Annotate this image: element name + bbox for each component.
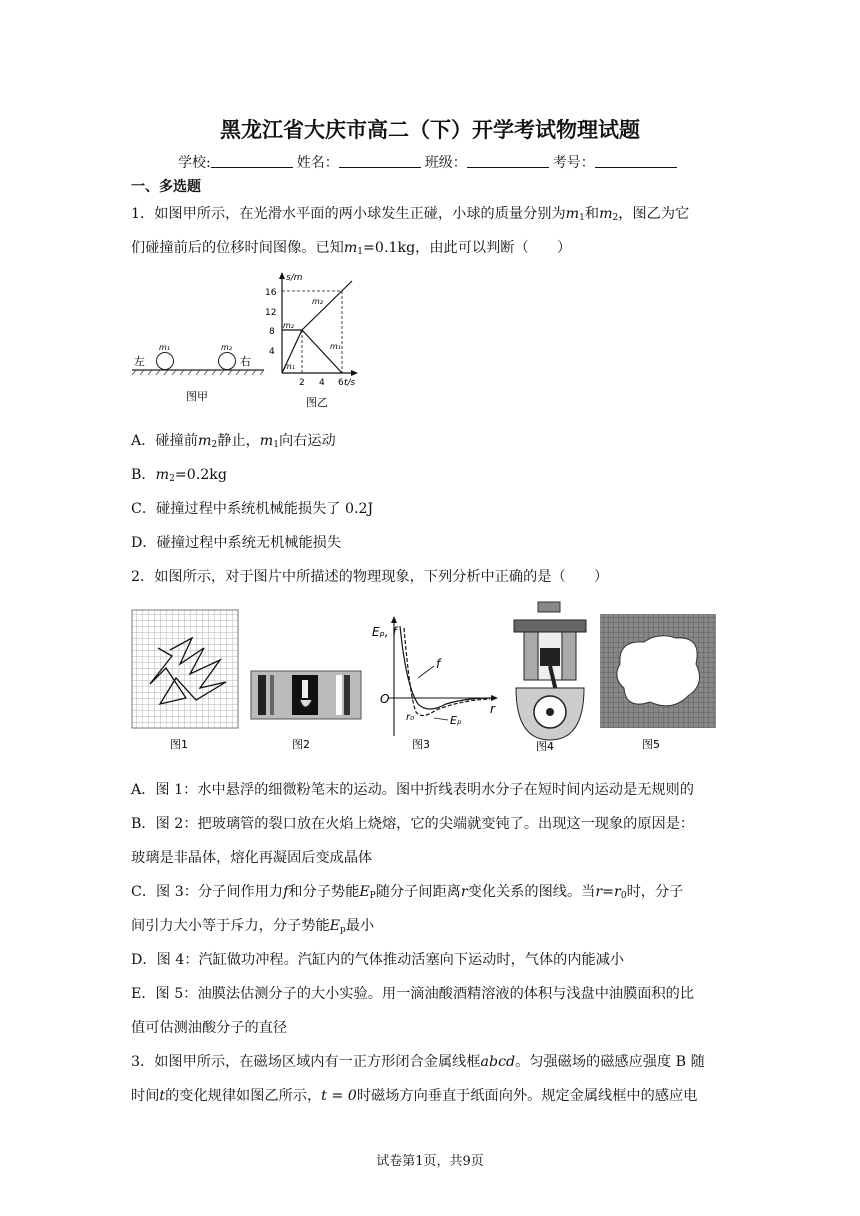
q2-option-e-line1[interactable]: E．图 5：油膜法估测分子的大小实验。用一滴油酸酒精溶液的体积与浅盘中油膜面积的比 [131, 986, 695, 1002]
curve-f [400, 626, 490, 709]
caption-fig1: 图1 [170, 738, 188, 751]
fig3-r0: r₀ [406, 712, 415, 723]
fig3-origin: O [380, 692, 390, 706]
q2-figure4 [510, 600, 590, 753]
caption-fig3: 图3 [412, 738, 430, 751]
school-blank[interactable] [211, 155, 293, 168]
ball-m1 [157, 353, 174, 370]
q1-stem-line2: 们碰撞前后的位移时间图像。已知$m_1=0.1kg$，由此可以判断（ ） [131, 240, 572, 257]
class-label: 班级： [424, 155, 467, 171]
q1-option-c[interactable]: C．碰撞过程中系统机械能损失了 0.2J [131, 501, 374, 517]
xtick-2: 2 [299, 378, 305, 388]
q2-stem: 2．如图所示，对于图片中所描述的物理现象，下列分析中正确的是（ ） [131, 569, 609, 585]
q3-stem-line2: 时间t的变化规律如图乙所示，t = 0时磁场方向垂直于纸面向外。规定金属线框中的感应电 [131, 1088, 698, 1104]
label-m1-after: m₁ [330, 342, 341, 351]
caption-fig4: 图4 [536, 740, 554, 753]
q2-option-c-line2: 间引力大小等于斥力，分子势能$E_p$最小 [131, 918, 375, 935]
label-right: 右 [240, 355, 251, 368]
q2-option-a[interactable]: A．图 1：水中悬浮的细微粉笔末的运动。图中折线表明水分子在短时间内运动是无规则的 [131, 782, 694, 798]
line-m1-after [302, 330, 342, 373]
xtick-6: 6 [338, 378, 344, 388]
q1-figure-jia [128, 330, 268, 410]
page-title: 黑龙江省大庆市高二（下）开学考试物理试题 [220, 118, 640, 142]
q1-option-b[interactable]: B．$m_2=0.2kg$ [131, 467, 227, 484]
caption-fig5: 图5 [642, 738, 660, 751]
q2-option-b-line2: 玻璃是非晶体，熔化再凝固后变成晶体 [131, 850, 373, 866]
q2-figure1 [130, 608, 240, 753]
q2-option-d[interactable]: D．图 4：汽缸做功冲程。汽缸内的气体推动活塞向下运动时，气体的内能减小 [131, 952, 625, 968]
oil-film [617, 636, 700, 706]
fig3-f-label: f [436, 657, 441, 671]
q2-option-b-line1[interactable]: B．图 2：把玻璃管的裂口放在火焰上烧熔，它的尖端就变钝了。出现这一现象的原因是： [131, 816, 695, 832]
caption-jia: 图甲 [186, 390, 208, 403]
caption-yi: 图乙 [306, 396, 328, 409]
ytick-4: 4 [269, 347, 275, 357]
class-blank[interactable] [467, 155, 549, 168]
section-heading: 一、多选题 [131, 179, 201, 195]
student-info-line [178, 152, 681, 172]
q2-figure3 [366, 606, 506, 753]
q1-figure-yi [256, 268, 366, 412]
fig3-r: r [490, 702, 495, 716]
school-label: 学校: [178, 155, 211, 171]
fig3-ylabel: Eₚ, f [372, 625, 397, 639]
label-left: 左 [134, 355, 145, 368]
name-label: 姓名： [296, 155, 339, 171]
q2-option-c-line1[interactable]: C．图 3：分子间作用力f和分子势能$E_P$随分子间距离r变化关系的图线。当$r=r_0$时，分子 [131, 884, 684, 901]
q2-figure5 [598, 612, 718, 753]
label-ball1: m₁ [159, 343, 170, 352]
q2-figure2 [250, 670, 362, 753]
page-footer: 试卷第1页，共9页 [376, 1154, 484, 1169]
q1-stem-line1: 1．如图甲所示，在光滑水平面的两小球发生正碰，小球的质量分别为$m_1$和$m_2$，图乙为它 [131, 206, 690, 223]
ytick-8: 8 [269, 327, 275, 337]
label-m1-before: m₁ [284, 362, 295, 371]
axis-t-label: t/s [344, 378, 356, 388]
ball-m2 [219, 353, 236, 370]
line-m2-after [302, 281, 352, 330]
q1-option-d[interactable]: D．碰撞过程中系统无机械能损失 [131, 535, 342, 551]
xtick-4: 4 [319, 378, 325, 388]
q1-option-a[interactable]: A．碰撞前$m_2$静止，$m_1$向右运动 [131, 433, 336, 450]
axis-s-label: s/m [286, 273, 303, 283]
label-m2-after: m₂ [312, 297, 323, 306]
caption-fig2: 图2 [292, 738, 310, 751]
label-m2-before: m₂ [283, 321, 294, 330]
q3-stem-line1: 3．如图甲所示，在磁场区域内有一正方形闭合金属线框abcd。匀强磁场的磁感应强度 B 随 [131, 1054, 705, 1070]
fig3-ep-label: Eₚ [450, 714, 462, 727]
q2-option-e-line2: 值可估测油酸分子的直径 [131, 1020, 288, 1036]
label-ball2: m₂ [221, 343, 232, 352]
name-blank[interactable] [339, 155, 421, 168]
ytick-16: 16 [265, 288, 277, 298]
number-label: 考号： [552, 155, 595, 171]
ytick-12: 12 [265, 308, 277, 318]
number-blank[interactable] [595, 155, 677, 168]
